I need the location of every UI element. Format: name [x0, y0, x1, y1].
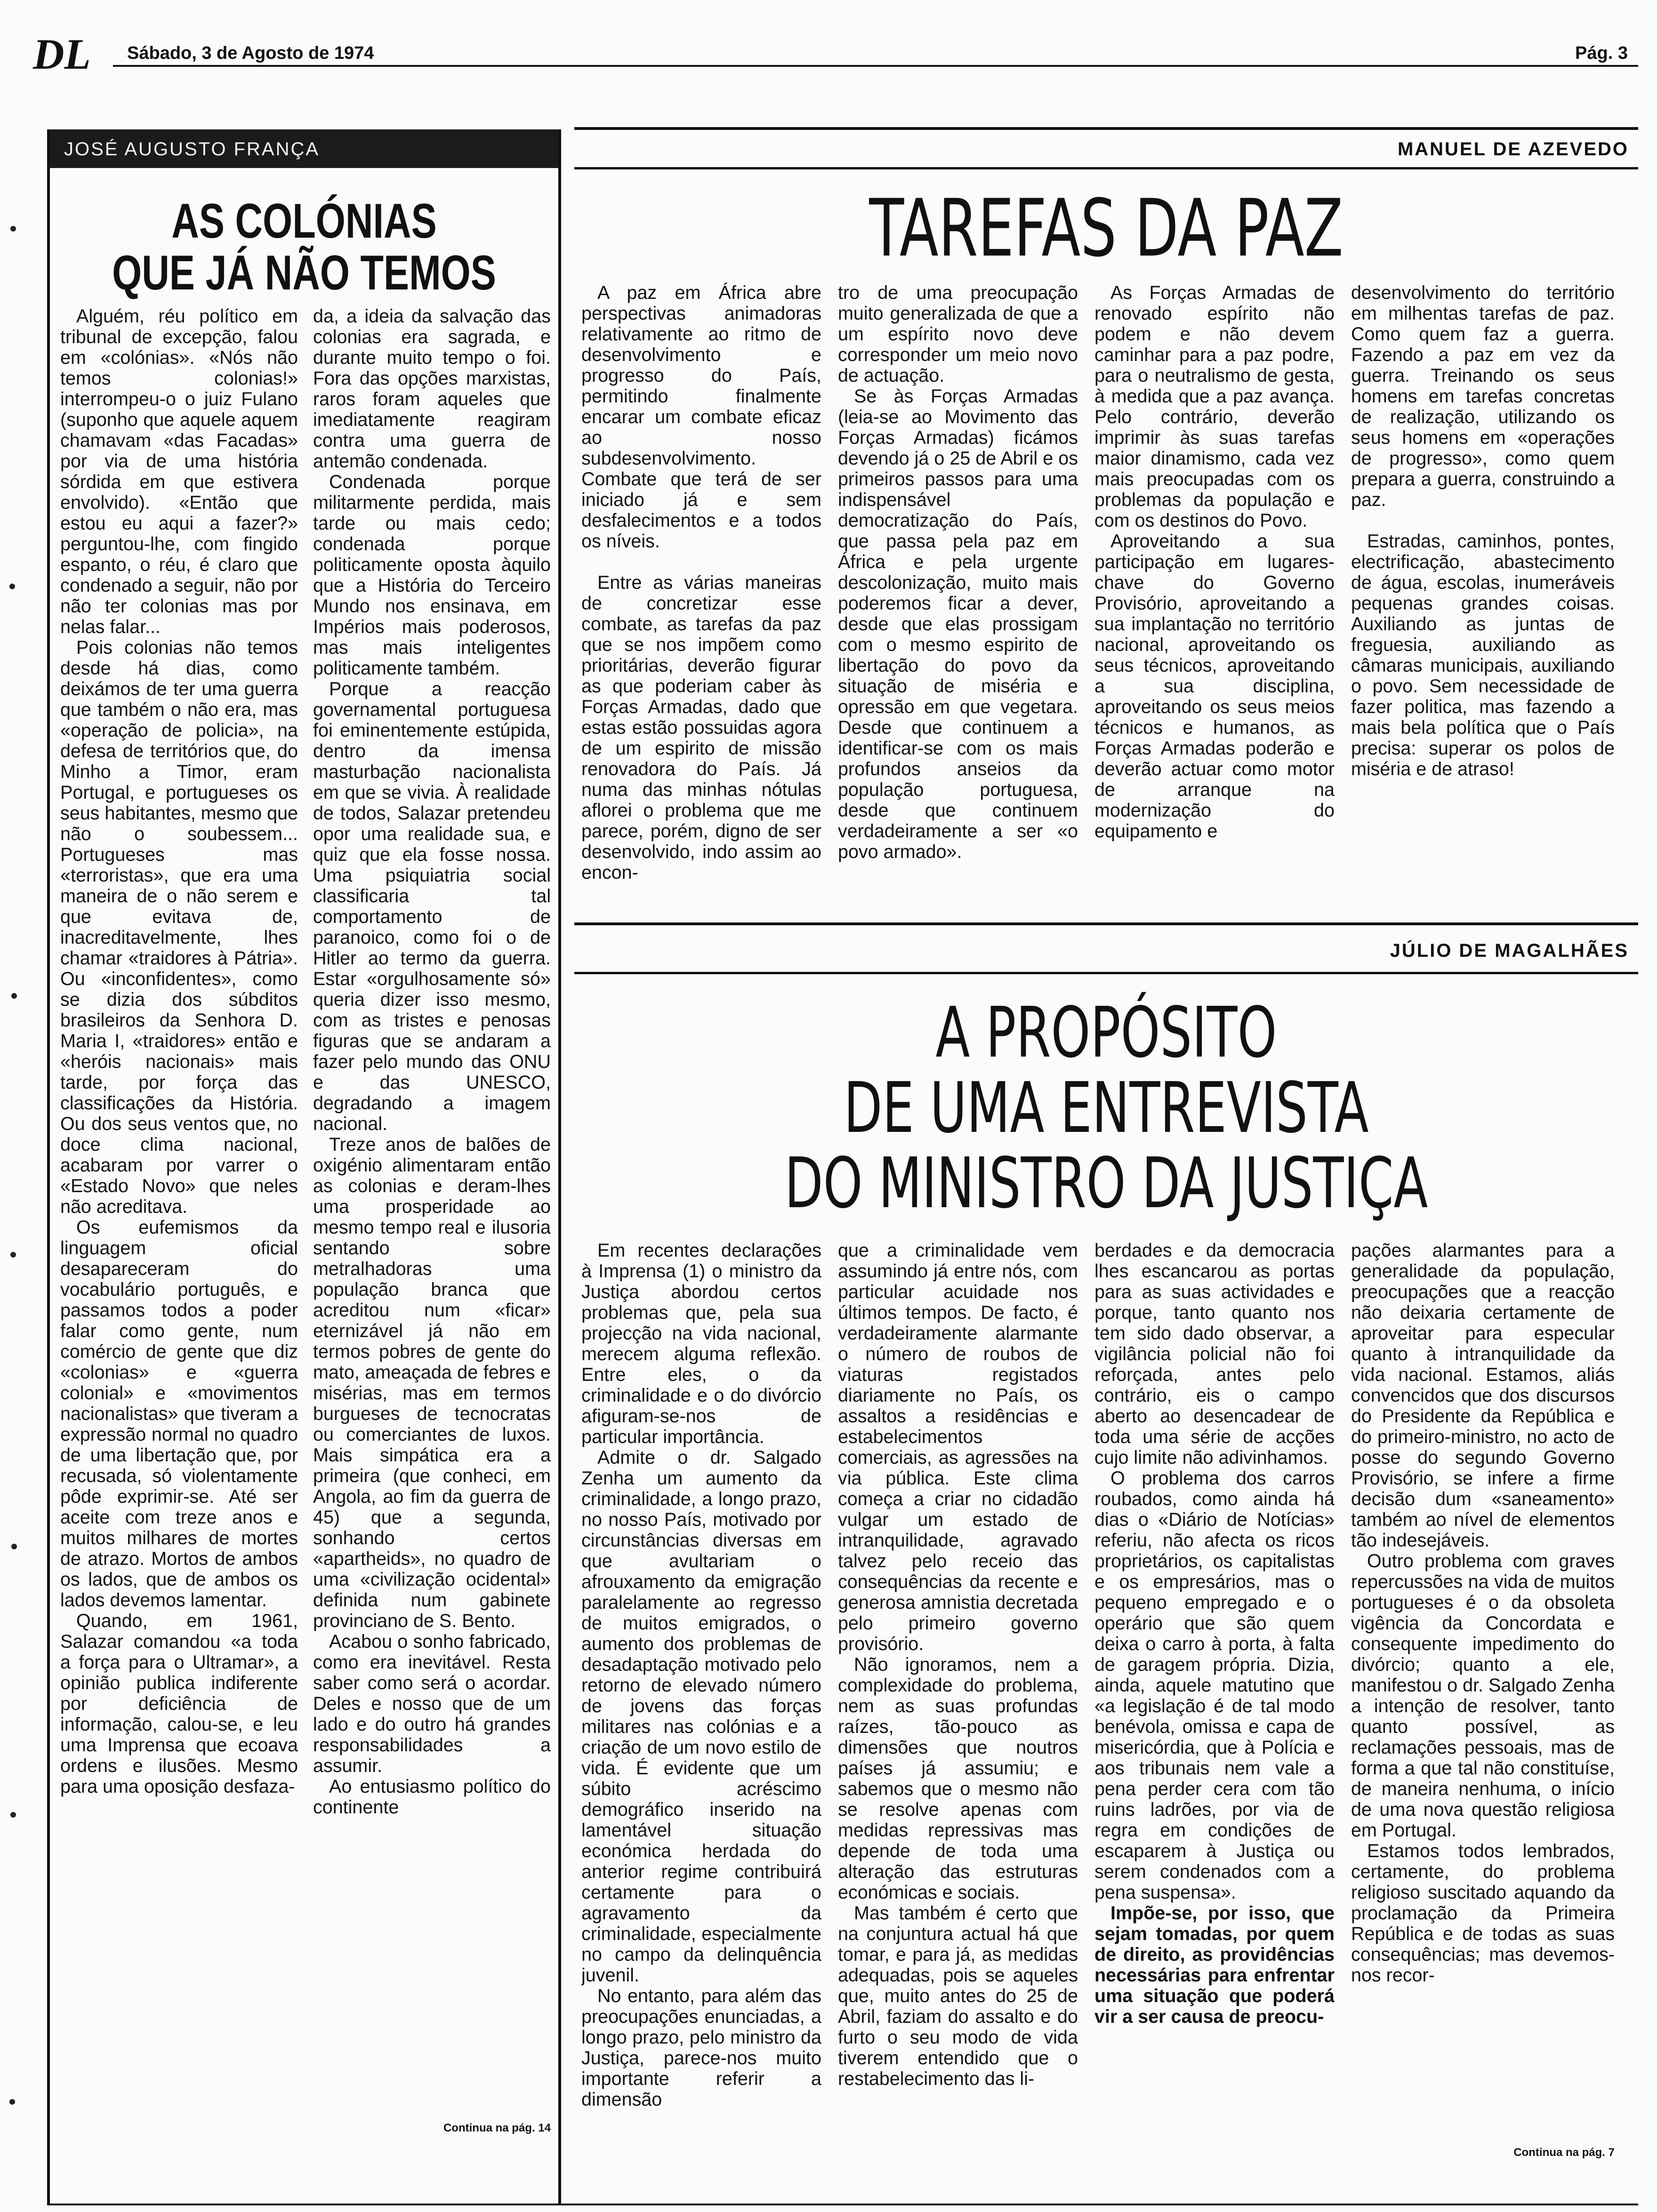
newspaper-logo: DL — [33, 30, 91, 78]
article-top-column-1 — [581, 282, 821, 899]
print-speck — [10, 1812, 16, 1818]
paragraph: No entanto, para além das preocupações enunciadas, a longo prazo, pelo ministro da Justiça, parece-nos muito importante referir a dimensão — [581, 1986, 821, 2110]
headline-top: TAREFAS DA PAZ — [869, 182, 1343, 274]
paragraph: Entre as várias maneiras de concretizar esse combate, as tarefas da paz que se nos impõem como prioritárias, deverão figurar as que poderiam caber às Forças Armadas, dado que estas estão possuidas agora de um espirito de missão renovadora do País. Já numa das minhas nótulas aflorei o problema que me parece, porém, digno de ser desenvolvido, indo assim ao encon- — [581, 572, 821, 883]
article-top-column-2 — [838, 282, 1078, 899]
paragraph: que a criminalidade vem assumindo já entre nós, com particular acuidade nos últimos tempos. De facto, é verdadeiramente alarmante o número de roubos de viaturas registados diariamente no País, os assaltos a residências e estabelecimentos comerciais, as agressões na via pública. Este clima começa a criar no cidadão vulgar um estado de intranquilidade, agravado talvez pelo receio das consequências da recente e generosa amnistia decretada pelo primeiro governo provisório. — [838, 1240, 1078, 1654]
paragraph: Alguém, réu político em tribunal de excepção, falou em «colónias». «Nós não temos colonias!» interrompeu-o o juiz Fulano (suponho que aquele aquem chamavam «das Facadas» por via de uma história sórdida em que estivera envolvido). «Então que estou eu aqui a fazer?» perguntou-lhe, com fingido espanto, o réu, é claro que condenado a seguir, não por não ter colonias mas por nelas falar... — [60, 306, 298, 637]
paragraph: Estamos todos lembrados, certamente, do problema religioso suscitado aquando da proclamação da Primeira República e de todas as suas consequências; mas devemos-nos recor- — [1351, 1841, 1615, 1986]
paragraph: Aproveitando a sua participação em lugares-chave do Governo Provisório, aproveitando a sua implantação no território nacional, aproveitando os seus técnicos, aproveitando a sua disciplina, aproveitando os seus meios técnicos e humanos, as Forças Armadas poderão e deverão actuar como motor de arranque na modernização do equipamento e — [1094, 531, 1335, 842]
paragraph: A paz em África abre perspectivas animadoras relativamente ao ritmo de desenvolvimento e progresso do País, permitindo finalmente encarar um combate eficaz ao nosso subdesenvolvimento. Combate que terá de ser iniciado já e sem desfalecimentos e a todos os níveis. — [581, 282, 821, 552]
paragraph: Admite o dr. Salgado Zenha um aumento da criminalidade, a longo prazo, no nosso País, motivado por circunstâncias diversas em que avultariam o afrouxamento da emigração paralelamente ao regresso de muitos emigrados, o aumento dos problemas de desadaptação motivado pelo retorno de elevado número de jovens das forças militares nas colónias e a criação de um novo estilo de vida. É evidente que um súbito acréscimo demográfico inserido na lamentável situação económica herdada do anterior regime contribuirá certamente para o agravamento da criminalidade, especialmente no campo da delinquência juvenil. — [581, 1447, 821, 1986]
article-bottom-column-3 — [1094, 1240, 1335, 2158]
article-bottom-column-1 — [581, 1240, 821, 2158]
headline-left-line1: AS COLÓNIAS — [171, 194, 437, 248]
paragraph: tro de uma preocupação muito generalizada de que a um espírito novo deve corresponder um meio novo de actuação. — [838, 282, 1078, 386]
paragraph: berdades e da democracia lhes escancarou as portas para as suas actividades e porque, tanto quanto nos tem sido dado observar, a vigilância policial não foi reforçada, antes pelo contrário, eis o campo aberto ao desencadear de toda uma série de acções cujo limite não adivinhamos. — [1094, 1240, 1335, 1468]
footer-rule — [47, 2204, 1638, 2205]
bottom-article-rule — [574, 922, 1638, 925]
paragraph: Treze anos de balões de oxigénio alimentaram então as colonias e deram-lhes uma prosperidade ao mesmo tempo real e ilusoria sentando sobre metralhadoras uma população branca que acreditou num «ficar» eternizável já não em termos pobres de gente do mato, ameaçada de febres e misérias, mas em termos burgueses de tecnocratas ou comerciantes de luxos. Mais simpática era a primeira (que conheci, em Angola, ao fim da guerra de 45) que a segunda, sonhando certos «apartheids», no quadro de uma «civilização ocidental» definida num gabinete provinciano de S. Bento. — [313, 1134, 551, 1631]
headline-bottom-line3: DO MINISTRO DA JUSTIÇA — [784, 1143, 1428, 1224]
bottom-article-rule-2 — [574, 972, 1638, 974]
author-left: JOSÉ AUGUSTO FRANÇA — [64, 139, 320, 160]
paragraph: Impõe-se, por isso, que sejam tomadas, por quem de direito, as providências necessárias para enfrentar uma situação que poderá vir a ser causa de preocu- — [1094, 1903, 1335, 2027]
paragraph: Outro problema com graves repercussões na vida de muitos portugueses é o da obsoleta vigência da Concordata e consequente impedimento do divórcio; quanto a ele, manifestou o dr. Salgado Zenha a intenção de resolver, tanto quanto possível, as reclamações pessoais, mas de forma a que tal não constituíse, de maneira nenhuma, o início de uma nova questão religiosa em Portugal. — [1351, 1551, 1615, 1841]
continua-bottom: Continua na pág. 7 — [1513, 2146, 1615, 2159]
headline-bottom-line1: A PROPÓSITO — [935, 992, 1277, 1073]
article-bottom-column-2 — [838, 1240, 1078, 2158]
issue-date: Sábado, 3 de Agosto de 1974 — [127, 43, 374, 63]
headline-left-line2: QUE JÁ NÃO TEMOS — [112, 246, 496, 300]
paragraph: Não ignoramos, nem a complexidade do problema, nem as suas profundas raízes, tão-pouco as dimensões que noutros países já assumiu; e sabemos que o mesmo não se resolve apenas com medidas repressivas mas depende de toda uma alteração das estruturas económicas e sociais. — [838, 1654, 1078, 1903]
paragraph: Estradas, caminhos, pontes, electrificação, abastecimento de água, escolas, inumeráveis pequenas grandes coisas. Auxiliando as juntas de freguesia, auxiliando as câmaras municipais, auxiliando o povo. Sem necessidade de fazer politica, mas fazendo a mais bela política que o País precisa: superar os polos de miséria e de atraso! — [1351, 531, 1615, 779]
paragraph: As Forças Armadas de renovado espírito não podem e não devem caminhar para a paz podre, para o neutralismo de gesta, à medida que a paz avança. Pelo contrário, deverão imprimir às suas tarefas maior dinamismo, cada vez mais preocupadas com os problemas da população e com os destinos do Povo. — [1094, 282, 1335, 531]
author-bottom: JÚLIO DE MAGALHÃES — [1390, 940, 1629, 961]
paragraph: Mas também é certo que na conjuntura actual há que tomar, e para já, as medidas adequadas, pois se aqueles que, muito antes do 25 de Abril, faziam do assalto e do furto o seu modo de vida tiverem entendido que o restabelecimento das li- — [838, 1903, 1078, 2089]
continua-left: Continua na pág. 14 — [443, 2122, 551, 2134]
paragraph: Acabou o sonho fabricado, como era inevitável. Resta saber como será o acordar. Deles e nosso que de um lado e do outro há grandes responsabilidades a assumir. — [313, 1631, 551, 1776]
paragraph: Em recentes declarações à Imprensa (1) o ministro da Justiça abordou certos problemas que, pela sua projecção na vida nacional, merecem alguma reflexão. Entre eles, o da criminalidade e o do divórcio afiguram-se-nos de particular importância. — [581, 1240, 821, 1447]
paragraph: Porque a reacção governamental portuguesa foi eminentemente estúpida, dentro da imensa masturbação nacionalista em que se vivia. À realidade de todos, Salazar pretendeu opor uma realidade sua, e quiz que ela fosse nossa. Uma psiquiatria social classificaria tal comportamento de paranoico, como foi o de Hitler ao termo da guerra. Estar «orgulhosamente só» queria dizer isso mesmo, com as tristes e penosas figuras que se andaram a fazer pelo mundo das ONU e das UNESCO, degradando a imagem nacional. — [313, 679, 551, 1134]
top-article-rule-2 — [574, 167, 1638, 169]
print-speck — [9, 584, 15, 589]
article-top-column-3 — [1094, 282, 1335, 899]
paragraph: Pois colonias não temos desde há dias, como deixámos de ter uma guerra que também o não era, mas «operação de policia», na defesa de territórios que, do Minho a Timor, eram Portugal, e portugueses os seus habitantes, mesmo que não o soubessem... Portugueses mas «terroristas», que era uma maneira de o não serem e que evitava de, inacreditavelmente, lhes chamar «traidores à Pátria». Ou «inconfidentes», como se dizia dos súbditos brasileiros da Senhora D. Maria I, «traidores» então e «heróis nacionais» mais tarde, por força das classificações da História. Ou dos seus ventos que, no doce clima nacional, acabaram por varrer o «Estado Novo» que neles não acreditava. — [60, 637, 298, 1217]
author-top: MANUEL DE AZEVEDO — [1397, 139, 1629, 160]
paragraph: Condenada porque militarmente perdida, mais tarde ou mais cedo; condenada porque politicamente oposta àquilo que a História do Terceiro Mundo nos ensinava, em Impérios mais poderosos, mas mais inteligentes politicamente também. — [313, 472, 551, 679]
left-frame-rule — [47, 129, 50, 2205]
paragraph: O problema dos carros roubados, como ainda há dias o «Diário de Notícias» referiu, não afecta os ricos proprietários, os capitalistas e os empresários, mas o pequeno empregado e o operário que são quem deixa o carro à porta, à falta de garagem própria. Dizia, ainda, aquele matutino que «a legislação é de tal modo benévola, omissa e capa de misericórdia, que à Polícia e aos tribunais nem vale a pena perder cera com tão ruins ladrões, por via de regra em condições de escaparem à Justiça ou serem condenados com a pena suspensa». — [1094, 1468, 1335, 1903]
print-speck — [10, 226, 16, 232]
column-divider-rule — [558, 129, 561, 2205]
header-rule — [113, 65, 1638, 67]
print-speck — [10, 1252, 16, 1258]
headline-bottom-line2: DE UMA ENTREVISTA — [844, 1067, 1369, 1148]
article-bottom-column-4 — [1351, 1240, 1615, 2134]
paragraph: Ao entusiasmo político do continente — [313, 1776, 551, 1818]
top-article-rule — [574, 127, 1638, 130]
print-speck — [11, 993, 17, 999]
print-speck — [11, 1544, 17, 1549]
page-number: Pág. 3 — [1575, 43, 1628, 63]
article-left-column-1 — [60, 306, 298, 2151]
print-speck — [9, 2099, 15, 2105]
paragraph: Quando, em 1961, Salazar comandou «a toda a força para o Ultramar», a opinião publica indiferente por deficiência de informação, calou-se, e leu uma Imprensa que ecoava ordens e ilusões. Mesmo para uma oposição desfaza- — [60, 1611, 298, 1797]
paragraph: Os eufemismos da linguagem oficial desapareceram do vocabulário português, e passamos todos a poder falar como gente, num comércio de gente que diz «colonias» e «guerra colonial» e «movimentos nacionalistas» que tiveram a expressão normal no quadro de uma libertação que, por recusada, só violentamente pôde exprimir-se. Até ser aceite com treze anos e muitos milhares de mortes de atrazo. Mortos de ambos os lados, que de ambos os lados devemos lamentar. — [60, 1217, 298, 1611]
author-band-left — [50, 129, 558, 168]
article-left-column-2 — [313, 306, 551, 2118]
paragraph: pações alarmantes para a generalidade da população, preocupações que a reacção não deixaria certamente de aproveitar para especular quanto à intranquilidade da vida nacional. Estamos, aliás convencidos que dos discursos do Presidente da República e do primeiro-ministro, no acto de posse do segundo Governo Provisório, se infere a firme decisão dum «saneamento» também ao nível de elementos tão indesejáveis. — [1351, 1240, 1615, 1551]
paragraph: Se às Forças Armadas (leia-se ao Movimento das Forças Armadas) ficámos devendo já o 25 de Abril e os primeiros passos para uma indispensável democratização do País, que passa pela paz em África e pela urgente descolonização, muito mais poderemos ficar a dever, desde que elas prossigam com o mesmo espirito de libertação do povo da situação de miséria e opressão em que vegetara. Desde que continuem a identificar-se com os mais profundos anseios da população portuguesa, desde que continuem verdadeiramente a ser «o povo armado». — [838, 386, 1078, 862]
paragraph: desenvolvimento do território em milhentas tarefas de paz. Como quem faz a guerra. Fazendo a paz em vez da guerra. Treinando os seus homens em tarefas concretas de realização, utilizando os seus homens em «operações de progresso», como quem prepara a guerra, construindo a paz. — [1351, 282, 1615, 510]
paragraph: da, a ideia da salvação das colonias era sagrada, e durante muito tempo o foi. Fora das opções marxistas, raros foram aqueles que imediatamente reagiram contra uma guerra de antemão condenada. — [313, 306, 551, 472]
article-top-column-4 — [1351, 282, 1615, 899]
